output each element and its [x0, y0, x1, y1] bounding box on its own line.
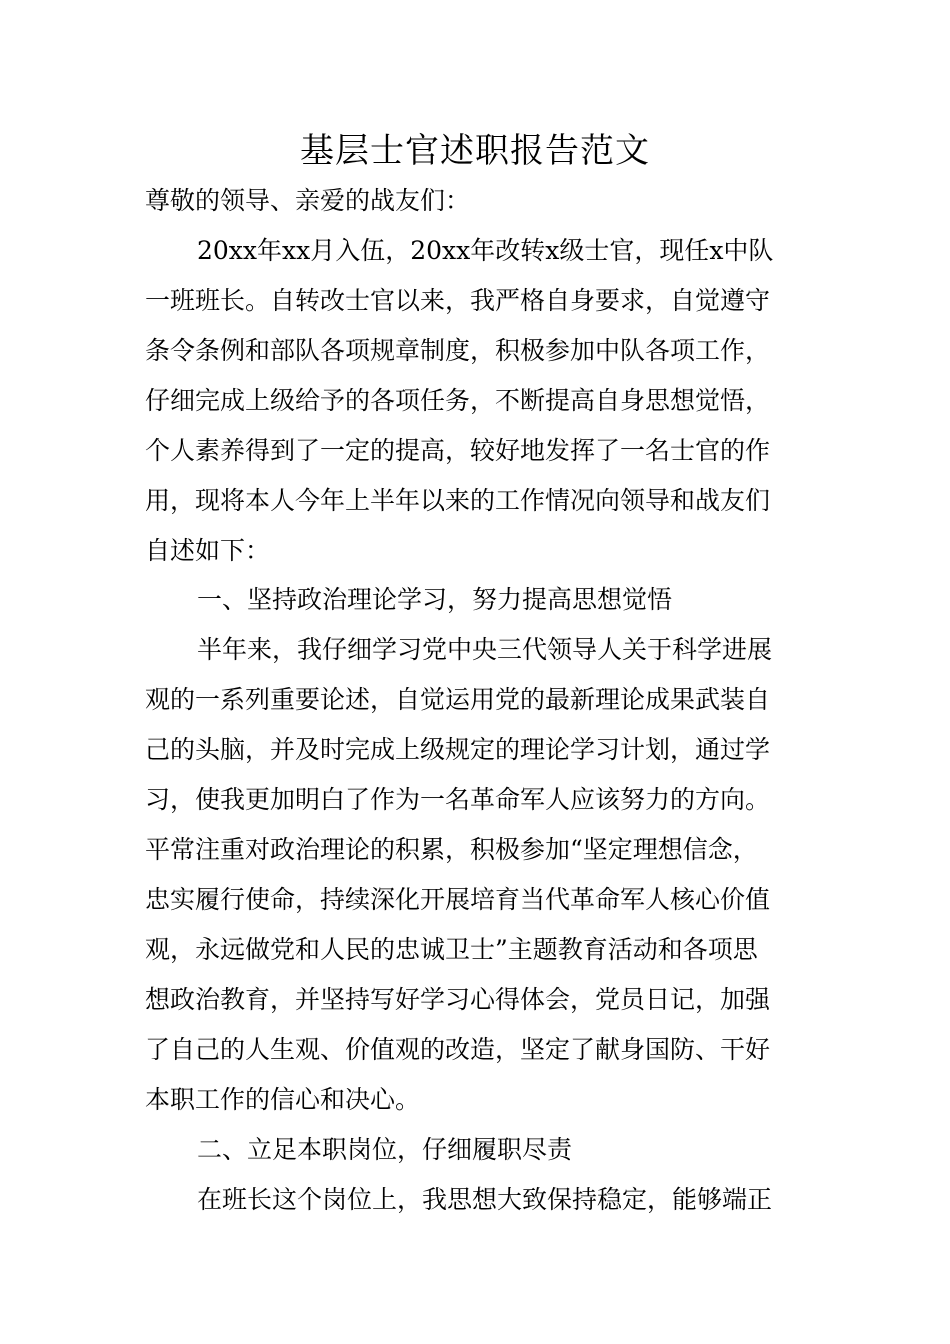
paragraph-line: 在班长这个岗位上，我思想大致保持稳定，能够端正 [197, 1185, 773, 1214]
paragraph-line: 仔细完成上级给予的各项任务，不断提高自身思想觉悟， [145, 386, 771, 415]
paragraph-line: 了自己的人生观、价值观的改造，坚定了献身国防、干好 [145, 1035, 771, 1064]
paragraph-line: 条令条例和部队各项规章制度，积极参加中队各项工作， [145, 336, 771, 365]
paragraph-line: 观，永远做党和人民的忠诚卫士”主题教育活动和各项思 [145, 935, 758, 964]
paragraph-line: 习，使我更加明白了作为一名革命军人应该努力的方向。 [145, 785, 771, 814]
paragraph-line: 个人素养得到了一定的提高，较好地发挥了一名士官的作 [145, 436, 771, 465]
paragraph-line: 忠实履行使命，持续深化开展培育当代革命军人核心价值 [145, 885, 771, 914]
document-title: 基层士官述职报告范文 [300, 131, 650, 171]
paragraph-line: 平常注重对政治理论的积累，积极参加“坚定理想信念， [145, 835, 758, 864]
section-heading-1: 一、坚持政治理论学习，努力提高思想觉悟 [197, 585, 673, 614]
paragraph-line: 半年来，我仔细学习党中央三代领导人关于科学进展 [197, 635, 773, 664]
paragraph-line: 20xx年xx月入伍，20xx年改转x级士官，现任x中队 [197, 236, 774, 265]
paragraph-line: 一班班长。自转改士官以来，我严格自身要求，自觉遵守 [145, 286, 771, 315]
paragraph-line: 自述如下： [145, 536, 271, 565]
paragraph-line: 观的一系列重要论述，自觉运用党的最新理论成果武装自 [145, 685, 771, 714]
paragraph-line: 己的头脑，并及时完成上级规定的理论学习计划，通过学 [145, 735, 771, 764]
paragraph-line: 想政治教育，并坚持写好学习心得体会，党员日记，加强 [145, 985, 771, 1014]
section-heading-2: 二、立足本职岗位，仔细履职尽责 [197, 1135, 573, 1164]
paragraph-line: 本职工作的信心和决心。 [145, 1085, 421, 1114]
salutation: 尊敬的领导、亲爱的战友们： [145, 186, 471, 215]
paragraph-line: 用，现将本人今年上半年以来的工作情况向领导和战友们 [145, 486, 771, 515]
